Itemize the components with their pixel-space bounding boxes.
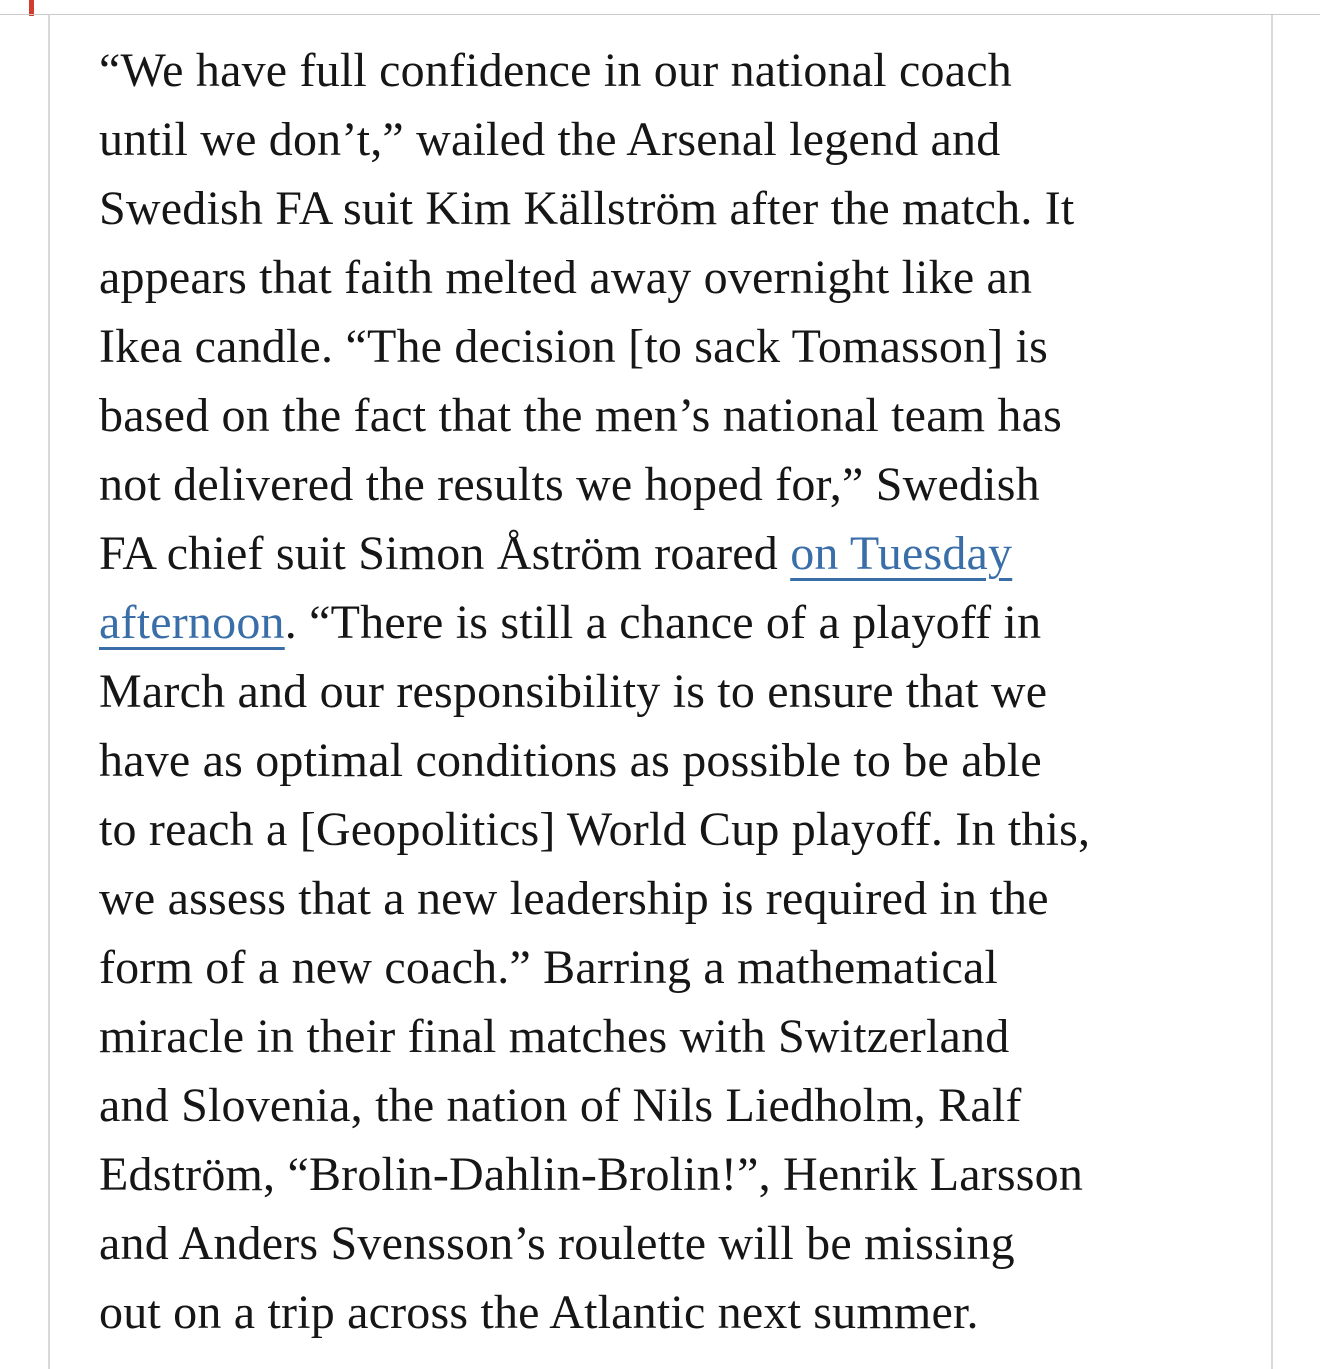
article-line — [99, 312, 1229, 381]
article-text-segment: form of a new coach.” Barring a mathematical — [99, 941, 999, 994]
article-column-right-border — [1271, 15, 1273, 1369]
article-line — [99, 174, 1229, 243]
article-text-segment: and Anders Svensson’s roulette will be missing — [99, 1217, 1015, 1270]
article-text-segment: not delivered the results we hoped for,” Swedish — [99, 458, 1040, 511]
article-paragraph — [99, 36, 1229, 1347]
article-text-segment: Swedish FA suit Kim Källström after the match. It — [99, 182, 1075, 235]
article-text-segment: to reach a [Geopolitics] World Cup playoff. In this, — [99, 803, 1091, 856]
article-text-segment: Ikea candle. “The decision [to sack Tomasson] is — [99, 320, 1049, 373]
article-line — [99, 795, 1229, 864]
link-on-tuesday-afternoon[interactable]: afternoon — [99, 596, 285, 649]
article-line — [99, 519, 1229, 588]
article-text-segment: until we don’t,” wailed the Arsenal legend and — [99, 113, 1001, 166]
article-line — [99, 1140, 1229, 1209]
article-line — [99, 1002, 1229, 1071]
article-line — [99, 1209, 1229, 1278]
article-text-segment: and Slovenia, the nation of Nils Liedholm, Ralf — [99, 1079, 1022, 1132]
article-line — [99, 243, 1229, 312]
article-text-segment: we assess that a new leadership is required in the — [99, 872, 1049, 925]
article-line — [99, 726, 1229, 795]
article-line — [99, 105, 1229, 174]
link-on-tuesday-afternoon[interactable]: on Tuesday — [790, 527, 1013, 580]
article-text-segment: FA chief suit Simon Åström roared — [99, 527, 791, 580]
article-column-left-border — [48, 15, 50, 1369]
article-line — [99, 933, 1229, 1002]
article-line — [99, 450, 1229, 519]
article-line — [99, 1278, 1229, 1347]
article-text-segment: March and our responsibility is to ensure that we — [99, 665, 1048, 718]
article-text-segment: have as optimal conditions as possible to be able — [99, 734, 1042, 787]
article-line — [99, 381, 1229, 450]
article-line — [99, 864, 1229, 933]
article-text-segment: Edström, “Brolin-Dahlin-Brolin!”, Henrik Larsson — [99, 1148, 1084, 1201]
article-text-segment: . “There is still a chance of a playoff in — [284, 596, 1042, 649]
article-text-segment: miracle in their final matches with Switzerland — [99, 1010, 1010, 1063]
top-horizontal-rule — [0, 14, 1320, 15]
article-line — [99, 36, 1229, 105]
article-line — [99, 657, 1229, 726]
article-text-segment: based on the fact that the men’s national team has — [99, 389, 1063, 442]
article-line — [99, 1071, 1229, 1140]
article-line — [99, 588, 1229, 657]
article-text-segment: out on a trip across the Atlantic next summer. — [99, 1286, 979, 1339]
article-text-segment: “We have full confidence in our national coach — [99, 44, 1012, 97]
article-text-segment: appears that faith melted away overnight like an — [99, 251, 1033, 304]
